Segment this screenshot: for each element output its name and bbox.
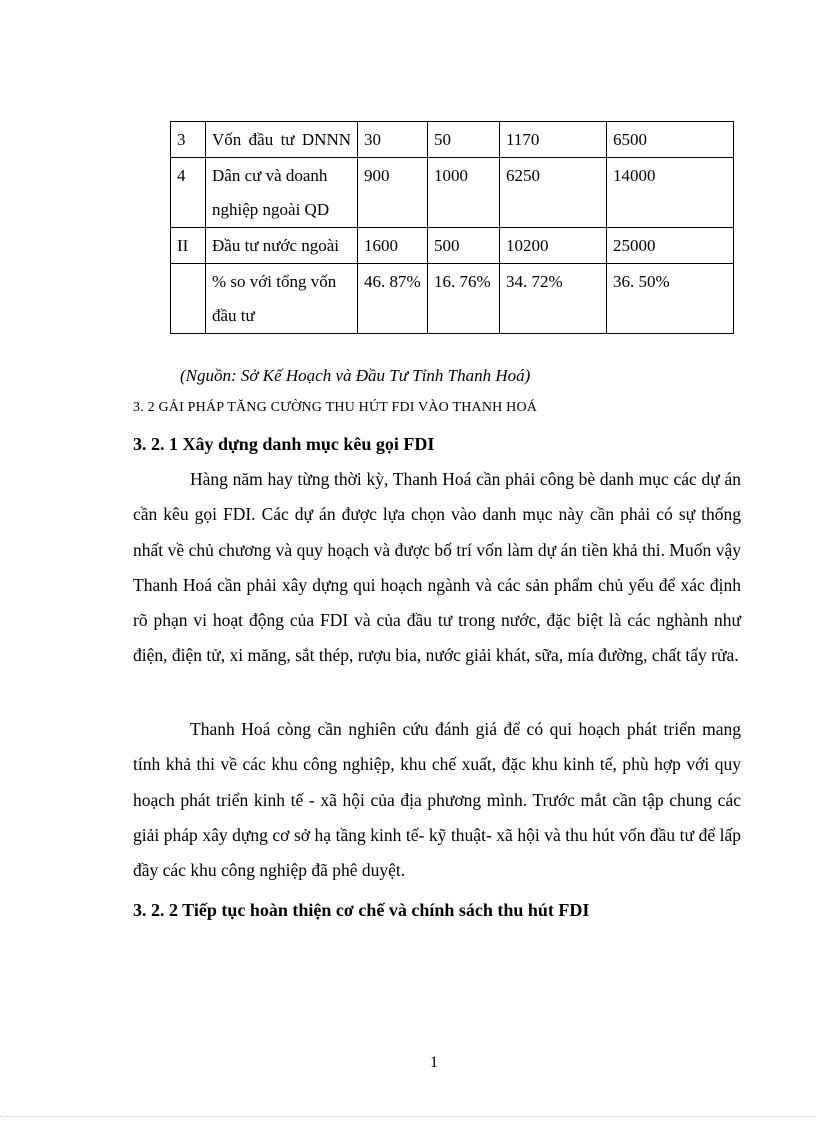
table-row xyxy=(171,228,734,264)
table-cell: 16. 76% xyxy=(428,264,500,334)
table-cell: Dân cư và doanh nghiệp ngoài QD xyxy=(206,158,358,228)
table-row xyxy=(171,158,734,228)
table-cell: II xyxy=(171,228,206,264)
table-cell: 36. 50% xyxy=(607,264,734,334)
page-divider xyxy=(0,1116,816,1117)
table-cell: 50 xyxy=(428,122,500,158)
table-cell: 30 xyxy=(358,122,428,158)
table-cell: Đầu tư nước ngoài xyxy=(206,228,358,264)
table-source-note: (Nguồn: Sở Kế Hoạch và Đầu Tư Tỉnh Thanh Hoá) xyxy=(180,366,531,385)
table-cell: 6500 xyxy=(607,122,734,158)
table-cell: 1000 xyxy=(428,158,500,228)
table-cell: 1170 xyxy=(500,122,607,158)
investment-table xyxy=(170,121,734,334)
table-row xyxy=(171,122,734,158)
table-cell xyxy=(171,264,206,334)
section-heading: 3. 2 GẢI PHÁP TĂNG CƯỜNG THU HÚT FDI VÀO THANH HOÁ xyxy=(133,400,538,415)
subsection-2-title: 3. 2. 2 Tiếp tục hoàn thiện cơ chế và chính sách thu hút FDI xyxy=(133,900,590,920)
table-row xyxy=(171,264,734,334)
table-cell: 10200 xyxy=(500,228,607,264)
table-cell: 900 xyxy=(358,158,428,228)
table-cell: 25000 xyxy=(607,228,734,264)
table-cell: Vốn đầu tư DNNN xyxy=(206,122,358,158)
table-cell: 4 xyxy=(171,158,206,228)
table-cell: 1600 xyxy=(358,228,428,264)
table-cell: 34. 72% xyxy=(500,264,607,334)
paragraph: Hàng năm hay từng thời kỳ, Thanh Hoá cần phải công bè danh mục các dự án cần kêu gọi FDI. Các dự án được lựa chọn vào danh mục này cần phải có sự thống nhất về chủ chương và quy hoạch và được bố trí vốn làm dự án tiền khả thi. Muốn vậy Thanh Hoá cần phải xây dựng qui hoạch ngành và các sản phẩm chủ yếu để xác định rõ phạn vi hoạt động của FDI và của đầu tư trong nước, đặc biệt là các nghành như điện, điện tử, xi măng, sắt thép, rượu bia, nước giải khát, sữa, mía đường, chất tẩy rửa. xyxy=(133,469,741,666)
table-cell: 3 xyxy=(171,122,206,158)
table-cell: 46. 87% xyxy=(358,264,428,334)
page-number: 1 xyxy=(430,1054,438,1071)
paragraph: Thanh Hoá còng cần nghiên cứu đánh giá để có qui hoạch phát triển mang tính khả thi về các khu công nghiệp, khu chế xuất, đặc khu kinh tế, phù hợp với quy hoạch phát triển kinh tế - xã hội của địa phương mình. Trước mắt cần tập chung các giải pháp xây dựng cơ sở hạ tầng kinh tế- kỹ thuật- xã hội và thu hút vốn đầu tư để lấp đầy các khu công nghiệp đã phê duyệt. xyxy=(133,719,741,881)
table-cell: 6250 xyxy=(500,158,607,228)
table-cell: 14000 xyxy=(607,158,734,228)
table-cell: 500 xyxy=(428,228,500,264)
table-cell: % so với tổng vốn đầu tư xyxy=(206,264,358,334)
subsection-1-title: 3. 2. 1 Xây dựng danh mục kêu gọi FDI xyxy=(133,434,435,454)
